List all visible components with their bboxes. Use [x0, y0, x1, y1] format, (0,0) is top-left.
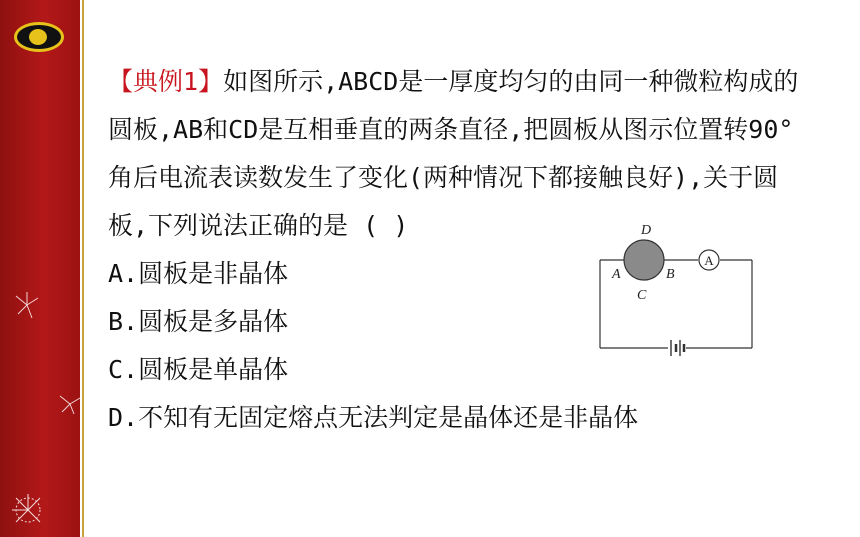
disk-plate — [624, 240, 664, 280]
sidebar-divider — [82, 0, 84, 537]
eye-logo-icon — [14, 22, 64, 52]
circuit-figure — [594, 220, 760, 356]
label-b: B — [666, 267, 675, 282]
dandelion-icon — [8, 490, 48, 530]
example-tag: 【典例1】 — [108, 67, 224, 96]
label-a: A — [612, 267, 621, 282]
dandelion-icon — [12, 290, 42, 320]
stem-line-2: 圆板,AB和CD是互相垂直的两条直径,把圆板从图示位置转90° — [108, 115, 794, 144]
ammeter-label: A — [704, 253, 714, 268]
stem-line-1: 【典例1】如图所示,ABCD是一厚度均匀的由同一种微粒构成的 — [108, 67, 799, 96]
option-c[interactable]: C.圆板是单晶体 — [108, 355, 289, 384]
stem-line-3: 角后电流表读数发生了变化(两种情况下都接触良好),关于圆 — [108, 163, 779, 192]
label-d: D — [641, 223, 652, 238]
label-c: C — [637, 288, 647, 303]
option-b[interactable]: B.圆板是多晶体 — [108, 307, 289, 336]
decorative-sidebar — [0, 0, 80, 537]
option-d[interactable]: D.不知有无固定熔点无法判定是晶体还是非晶体 — [108, 403, 639, 432]
option-a[interactable]: A.圆板是非晶体 — [108, 259, 289, 288]
dandelion-icon — [58, 392, 82, 416]
stem-line-4: 板,下列说法正确的是 ( ) — [108, 211, 409, 240]
